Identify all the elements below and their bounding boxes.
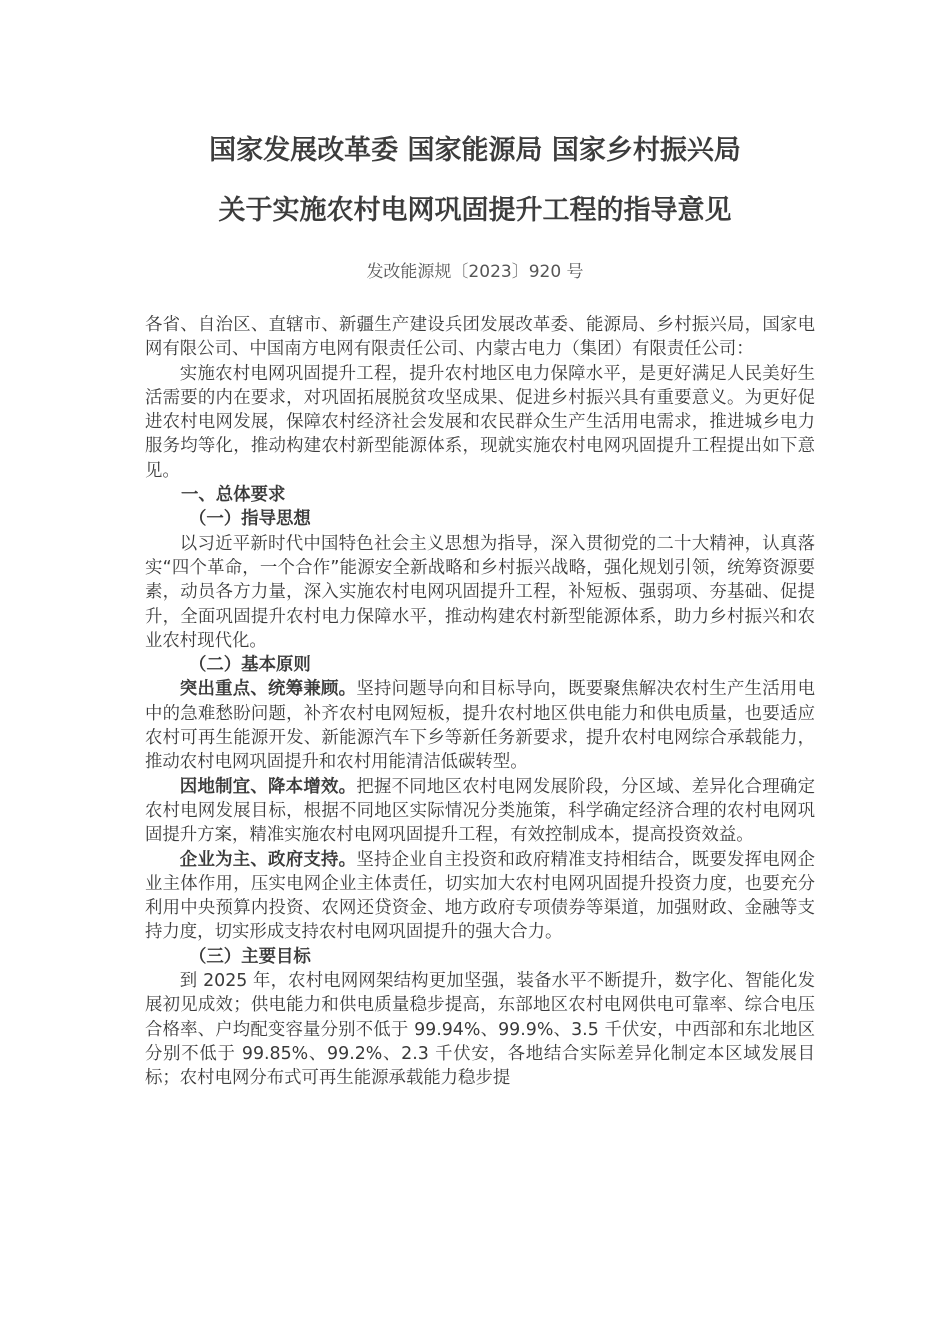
subsection-heading-guiding-ideology: （一）指导思想 <box>189 509 311 530</box>
principle-paragraph-1 <box>145 677 815 774</box>
guiding-ideology-paragraph: 以习近平新时代中国特色社会主义思想为指导，深入贯彻党的二十大精神，认真落实“四个革命，一个合作”能源安全新战略和乡村振兴战略，强化规划引领，统筹资源要素，动员各方力量，深入实施农村电网巩固提升工程，补短板、强弱项、夯基础、促提升，全面巩固提升农村电力保障水平，推动构建农村新型能源体系，助力乡村振兴和农业农村现代化。 <box>145 533 815 651</box>
subsection-heading-basic-principles: （二）基本原则 <box>189 655 311 676</box>
document-number: 发改能源规〔2023〕920 号 <box>366 262 584 282</box>
principle-lead-3: 企业为主、政府支持。 <box>179 849 357 870</box>
principle-lead-1: 突出重点、统筹兼顾。 <box>179 679 357 700</box>
section-heading-general-requirements: 一、总体要求 <box>181 485 286 506</box>
principle-text-1: 坚持问题导向和目标导向，既要聚焦解决农村生产生活用电中的急难愁盼问题，补齐农村电网短板，提升农村地区供电能力和供电质量，也要适应农村可再生能源开发、新能源汽车下乡等新任务新要求，提升农村电网综合承载能力，推动农村电网巩固提升和农村用能清洁低碳转型。 <box>145 679 815 773</box>
principle-text-2: 把握不同地区农村电网发展阶段，分区域、差异化合理确定农村电网发展目标，根据不同地区实际情况分类施策，科学确定经济合理的农村电网巩固提升方案，精准实施农村电网巩固提升工程，有效控制成本，提高投资效益。 <box>145 776 815 846</box>
document-body <box>145 313 815 1091</box>
principle-paragraph-3 <box>145 848 815 945</box>
principle-lead-2: 因地制宜、降本增效。 <box>179 776 357 797</box>
subsection-heading-main-goals: （三）主要目标 <box>189 946 311 967</box>
principle-text-3: 坚持企业自主投资和政府精准支持相结合，既要发挥电网企业主体作用，压实电网企业主体责任，切实加大农村电网巩固提升投资力度，也要充分利用中央预算内投资、农网还贷资金、地方政府专项债券等渠道，加强财政、金融等支持力度，切实形成支持农村电网巩固提升的强大合力。 <box>145 849 815 943</box>
intro-paragraph: 实施农村电网巩固提升工程，提升农村地区电力保障水平，是更好满足人民美好生活需要的内在要求，对巩固拓展脱贫攻坚成果、促进乡村振兴具有重要意义。为更好促进农村电网发展，保障农村经济社会发展和农民群众生产生活用电需求，推进城乡电力服务均等化，推动构建农村新型能源体系，现就实施农村电网巩固提升工程提出如下意见。 <box>145 363 815 481</box>
main-goals-paragraph: 到 2025 年，农村电网网架结构更加坚强，装备水平不断提升，数字化、智能化发展初见成效；供电能力和供电质量稳步提高，东部地区农村电网供电可靠率、综合电压合格率、户均配变容量分别不低于 99.94%、99.9%、3.5 千伏安，中西部和东北地区分别不低于 99.85%、99.2%、2.3 千伏安，各地结合实际差异化制定本区域发展目标；农村电网分布式可再生能源承载能力稳步提 <box>145 971 815 1089</box>
document-title-line2: 关于实施农村电网巩固提升工程的指导意见 <box>218 195 732 226</box>
addressee-paragraph: 各省、自治区、直辖市、新疆生产建设兵团发展改革委、能源局、乡村振兴局，国家电网有限公司、中国南方电网有限责任公司、内蒙古电力（集团）有限责任公司： <box>145 315 815 360</box>
document-title-line1: 国家发展改革委 国家能源局 国家乡村振兴局 <box>209 135 741 166</box>
principle-paragraph-2 <box>145 775 815 848</box>
